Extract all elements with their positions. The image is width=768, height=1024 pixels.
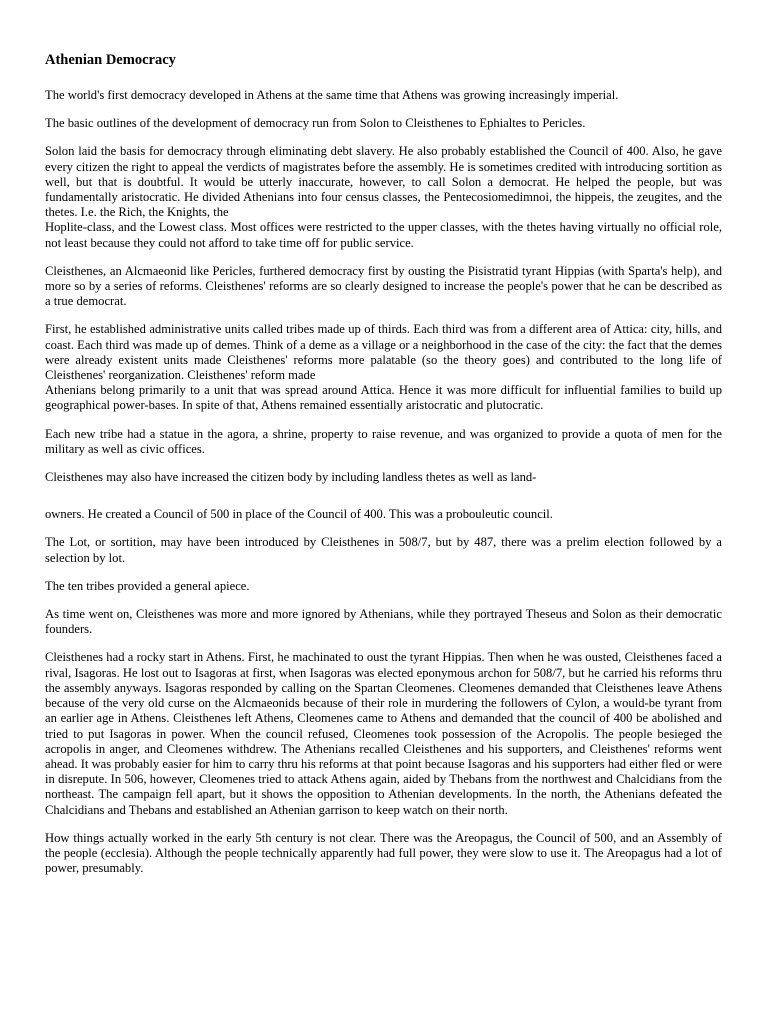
paragraph-outline: The basic outlines of the development of democracy run from Solon to Cleisthenes to Ephialtes to Pericles. (45, 116, 586, 131)
paragraph-ignored: As time went on, Cleisthenes was more and more ignored by Athenians, while they portrayed Theseus and Solon as their democratic founders. (45, 607, 722, 637)
paragraph-intro: The world's first democracy developed in Athens at the same time that Athens was growing increasingly imperial. (45, 88, 619, 102)
paragraph-solon: Solon laid the basis for democracy through eliminating debt slavery. He also probably established the Council of 400. Also, he gave every citizen the right to appeal the verdicts of magistrates before the assembly. He is sometimes credited with introducing sortition as well, but that is doubtful. It would be utterly inaccurate, however, to call Solon a democrat. He helped the people, but was fundamentally aristocratic. He divided Athenians into four census classes, the Pentecosiomedimnoi, the hippeis, the zeugites, and the thetes. I.e. the Rich, the Knights, the (45, 144, 722, 220)
paragraph-tribe-statue: Each new tribe had a statue in the agora, a shrine, property to raise revenue, and was organized to provide a quota of men for the military as well as civic offices. (45, 426, 722, 456)
paragraph-cleisthenes-intro: Cleisthenes, an Alcmaeonid like Pericles, furthered democracy first by ousting the Pisistratid tyrant Hippias (with Sparta's help), and more so by a series of reforms. Cleisthenes' reforms are so clearly designed to increase the people's power that he can be described as a true democrat. (45, 263, 722, 309)
document-title: Athenian Democracy (45, 52, 176, 68)
paragraph-sortition: The Lot, or sortition, may have been introduced by Cleisthenes in 508/7, but by 487, there was a prelim election followed by a selection by lot. (45, 535, 722, 565)
paragraph-generals: The ten tribes provided a general apiece. (45, 578, 250, 593)
paragraph-early-5th-century: How things actually worked in the early 5th century is not clear. There was the Areopagus, the Council of 500, and an Assembly of the people (ecclesia). Although the people technically apparently had full power, they were slow to use it. The Areopagus had a lot of power, presumably. (45, 830, 722, 876)
paragraph-council-500: owners. He created a Council of 500 in place of the Council of 400. This was a probouleutic council. (45, 507, 553, 522)
paragraph-tribes: First, he established administrative units called tribes made up of thirds. Each third was from a different area of Attica: city, hills, and coast. Each third was made up of demes. Think of a deme as a village or a neighborhood in the case of the city: the fact that the demes were already existent units made Cleisthenes' reforms more palatable (so the theory goes) and contributed to the long life of Cleisthenes' reorganization. Cleisthenes' reform made (45, 322, 722, 383)
paragraph-tribes-continued: Athenians belong primarily to a unit that was spread around Attica. Hence it was more difficult for influential families to build up geographical power-bases. In spite of that, Athens remained essentially aristocratic and plutocratic. (45, 383, 722, 413)
paragraph-solon-continued: Hoplite-class, and the Lowest class. Most offices were restricted to the upper classes, with the thetes having virtually no official role, not least because they could not afford to take time off for public service. (45, 220, 722, 250)
paragraph-citizen-body: Cleisthenes may also have increased the citizen body by including landless thetes as well as land- (45, 470, 537, 485)
paragraph-rocky-start: Cleisthenes had a rocky start in Athens. First, he machinated to oust the tyrant Hippias. Then when he was ousted, Cleisthenes faced a rival, Isagoras. He lost out to Isagoras at first, when Isagoras was elected eponymous archon for 508/7, but he carried his reforms thru the assembly anyways. Isagoras responded by calling on the Spartan Cleomenes. Cleomenes demanded that Cleisthenes leave Athens because of the very old curse on the Alcmaeonids because of their role in murdering the followers of Cylon, a would-be tyrant from an earlier age in Athens. Cleisthenes left Athens, Cleomenes came to Athens and demanded that the council of 400 be abolished and tried to put Isagoras in power. When the council refused, Cleomenes took possession of the Acropolis. The people besieged the acropolis in anger, and Cleomenes withdrew. The Athenians recalled Cleisthenes and his supporters, and Cleisthenes' reforms went ahead. It was probably easier for him to carry thru his reforms at that point because Isagoras and his supporters had either fled or were in disrepute. In 506, however, Cleomenes tried to attack Athens again, aided by Thebans from the northwest and Chalcidians from the northeast. The campaign fell apart, but it shows the opposition to Athenian developments. In the north, the Athenians defeated the Chalcidians and Thebans and established an Athenian garrison to keep watch on their north. (45, 650, 722, 817)
